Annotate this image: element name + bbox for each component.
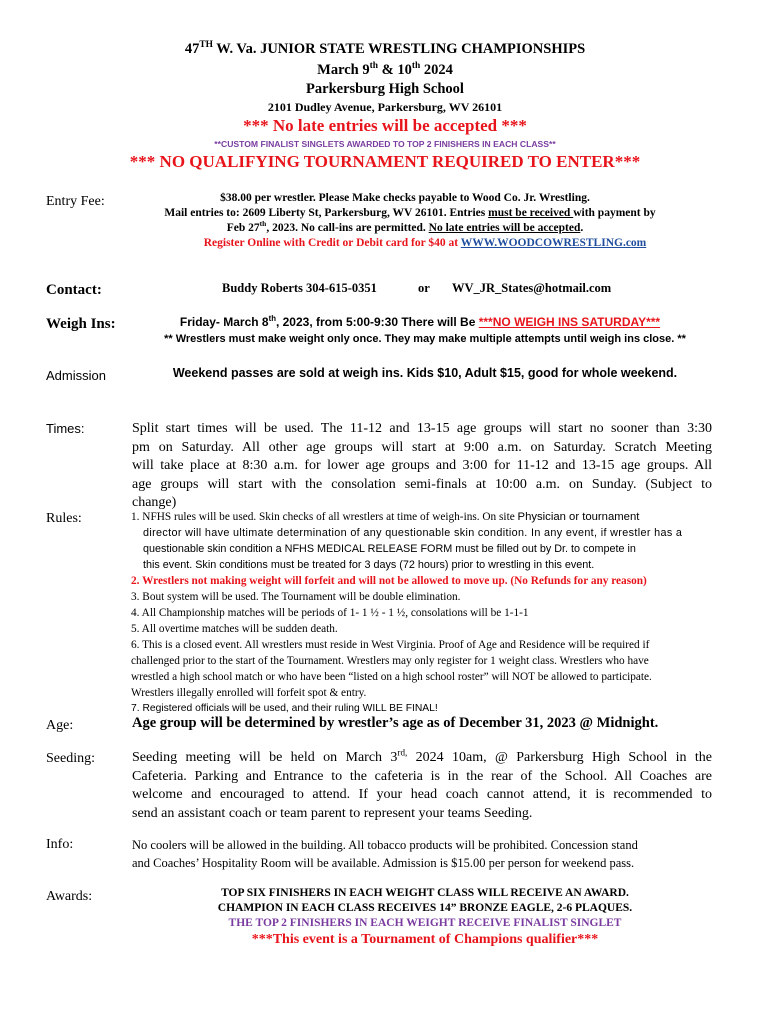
- venue-address: 2101 Dudley Avenue, Parkersburg, WV 26101: [267, 100, 503, 114]
- awards-label: Awards:: [46, 889, 93, 904]
- entry-fee-line-4: Register Online with Credit or Debit card for $40 at WWW.WOODCOWRESTLING.com: [203, 237, 647, 249]
- rule-4: 4. All Championship matches will be periods of 1- 1 ½ - 1 ½, consolations will be 1-1-1: [131, 607, 529, 619]
- weigh-ins-label: Weigh Ins:: [46, 316, 116, 332]
- entry-fee-line-3: Feb 27th, 2023. No call-ins are permitted. No late entries will be accepted.: [226, 219, 584, 234]
- awards-line-1: TOP SIX FINISHERS IN EACH WEIGHT CLASS WILL RECEIVE AN AWARD.: [221, 887, 629, 899]
- entry-fee-line-2: Mail entries to: 2609 Liberty St, Parkersburg, WV 26101. Entries must be received with payment by: [164, 207, 656, 219]
- rules-label: Rules:: [46, 511, 82, 526]
- entry-fee-label: Entry Fee:: [46, 194, 105, 209]
- venue: Parkersburg High School: [306, 81, 464, 97]
- times-text: Split start times will be used. The 11-12 and 13-15 age groups will start no sooner than 3:30 pm on Saturday. All other age groups will start at 9:00 a.m. on Saturday. Scratch Meeting will take place at 8:30 a.m. for lower age groups and 3:00 for 11-12 and 13-15 age groups. All age groups will start with the consolation semi-finals at 10:00 a.m. on Sunday. (Subject to change): [132, 421, 712, 510]
- contact-name-phone: Buddy Roberts 304-615-0351: [222, 281, 377, 295]
- entry-fee-line-1: $38.00 per wrestler. Please Make checks payable to Wood Co. Jr. Wrestling.: [220, 192, 590, 204]
- rule-7: 7. Registered officials will be used, and their ruling WILL BE FINAL!: [131, 703, 438, 714]
- singlets-notice: **CUSTOM FINALIST SINGLETS AWARDED TO TOP 2 FINISHERS IN EACH CLASS**: [214, 139, 556, 149]
- rule-2: 2. Wrestlers not making weight will forfeit and will not be allowed to move up. (No Refunds for any reason): [131, 575, 647, 587]
- weigh-ins-line-1: Friday- March 8th, 2023, from 5:00-9:30 There will Be ***NO WEIGH INS SATURDAY***: [179, 314, 661, 329]
- contact-label: Contact:: [46, 282, 102, 298]
- no-qualifying-banner: *** NO QUALIFYING TOURNAMENT REQUIRED TO ENTER***: [129, 152, 641, 171]
- website-link[interactable]: WWW.WOODCOWRESTLING.com: [460, 237, 647, 249]
- rule-6: 6. This is a closed event. All wrestlers must reside in West Virginia. Proof of Age and Residence will be required if challenged prior to the start of the Tournament. Wrestlers may only register for 1 weight class. Wrestlers who have wrestled a high school match or who have been “listed on a high school roster” will NOT be allowed to participate. Wrestlers illegally enrolled will forfeit spot & entry.: [131, 639, 652, 699]
- times-label: Times:: [46, 421, 85, 436]
- rule-1: 1. NFHS rules will be used. Skin checks of all wrestlers at time of weigh-ins. On site Physician or tournament: [131, 511, 640, 523]
- no-late-entries-banner: *** No late entries will be accepted ***: [243, 116, 527, 135]
- weigh-ins-line-2: ** Wrestlers must make weight only once. They may make multiple attempts until weigh ins close. **: [164, 333, 686, 345]
- page-title: 47TH W. Va. JUNIOR STATE WRESTLING CHAMPIONSHIPS: [184, 40, 586, 57]
- seeding-text: Seeding meeting will be held on March $3^{rd,}$ 2024 10am, @ Parkersburg High School in the Cafeteria. Parking and Entrance to the cafeteria is in the rear of the School. All Coaches are welcome and encouraged to attend. If your head coach cannot attend, it is recommended to send an assistant coach or team parent to represent your teams Seeding.: [132, 747, 712, 821]
- toc-qualifier-banner: ***This event is a Tournament of Champions qualifier***: [251, 932, 599, 947]
- event-dates: March 9th & 10th 2024: [317, 61, 453, 78]
- awards-line-2: CHAMPION IN EACH CLASS RECEIVES 14” BRONZE EAGLE, 2-6 PLAQUES.: [217, 902, 633, 914]
- age-text: Age group will be determined by wrestler’s age as of December 31, 2023 @ Midnight.: [132, 715, 659, 731]
- rules-list: 1. NFHS rules will be used. Skin checks of all wrestlers at time of weigh-ins. On site Physician or tournament director will have ultimate determination of any questionable skin condition. In any event, if wrestler has a questionable skin condition a NFHS MEDICAL RELEASE FORM must be filled out by Dr. to compete in this event. Skin conditions must be treated for 3 days (72 hours) prior to wrestling in this event. 2. Wrestlers not making weight will forfeit and will not be allowed to move up. (No Refunds for any reason) 3. Bout system will be used. The Tournament will be double elimination. 4. All Championship matches will be periods of 1- 1 ½ - 1 ½, consolations will be 1-1-1 5. All overtime matches will be sudden death. 6. This is a closed event. All wrestlers must reside in West Virginia. Proof of Age and Residence will be required if challenged prior to the start of the Tournament. Wrestlers may only register for 1 weight class. Wrestlers who have wrestled a high school match or who have been “listed on a high school roster” will NOT be allowed to participate. Wrestlers illegally enrolled will forfeit spot & entry. 7. Registered officials will be used, and their ruling WILL BE FINAL!: [131, 509, 721, 717]
- rule-3: 3. Bout system will be used. The Tournament will be double elimination.: [131, 591, 461, 603]
- info-text: No coolers will be allowed in the building. All tobacco products will be prohibited. Concession stand and Coaches’ Hospitality Room will be available. Admission is $15.00 per person for weekend pass.: [132, 838, 638, 870]
- info-label: Info:: [46, 837, 74, 852]
- seeding-label: Seeding:: [46, 751, 95, 766]
- rule-5: 5. All overtime matches will be sudden death.: [131, 623, 338, 635]
- awards-line-3: THE TOP 2 FINISHERS IN EACH WEIGHT RECEIVE FINALIST SINGLET: [228, 917, 622, 929]
- admission-label: Admission: [46, 368, 106, 383]
- age-label: Age:: [46, 718, 74, 733]
- contact-email[interactable]: WV_JR_States@hotmail.com: [452, 281, 612, 295]
- contact-or: or: [418, 281, 430, 295]
- admission-text: Weekend passes are sold at weigh ins. Kids $10, Adult $15, good for whole weekend.: [172, 366, 678, 380]
